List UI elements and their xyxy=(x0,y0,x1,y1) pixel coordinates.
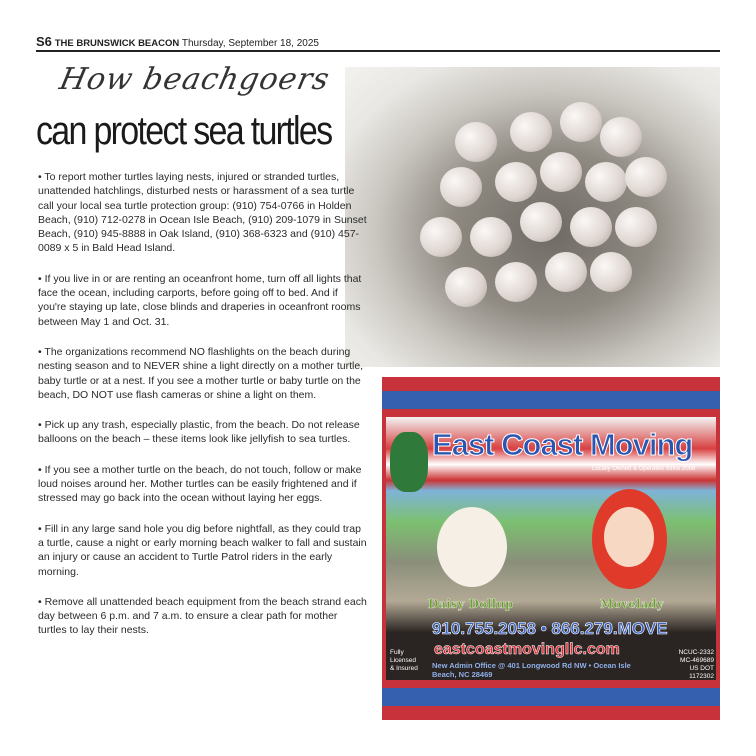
ad-phones: 910.755.2058 • 866.279.MOVE xyxy=(432,619,668,638)
ad-brand: East Coast Moving xyxy=(432,427,693,462)
ad-top-band xyxy=(382,391,720,409)
header-rule xyxy=(36,50,720,52)
paragraph: • The organizations recommend NO flashlights on the beach during nesting season and to NEVER shine a light directly on a mother turtle, baby turtle or at a nest. If you see a mother turtle or baby turtle on the beach, DO NOT use flash cameras or shine a light on them. xyxy=(38,345,364,401)
paragraph: • To report mother turtles laying nests, injured or stranded turtles, unattended hatchlings, disturbed nests or harassment of a sea turtle call your local sea turtle protection group: (910) 754-0766 in Holden Beach, (910) 712-0278 in Ocean Isle Beach, (910) 209-1079 in Sunset Beach, (910) 945-8888 in Oak Island, (910) 368-6323 and (910) 457-0089 x 5 in Bald Head Island. xyxy=(38,171,367,255)
woman-face xyxy=(604,507,654,567)
ad-address: New Admin Office @ 401 Longwood Rd NW • Ocean Isle Beach, NC 28469 xyxy=(432,661,631,679)
paragraph: • Fill in any large sand hole you dig before nightfall, as they could trap a turtle, cause a night or early morning beach walker to fall and sustain an injury or cause an accident to Turtle Patrol riders in the early morning. xyxy=(38,522,367,578)
page-number: S6 xyxy=(36,34,52,49)
article-body xyxy=(38,170,368,654)
page-header xyxy=(36,34,319,49)
publication-name: THE BRUNSWICK BEACON xyxy=(54,38,180,49)
ad-bottom-band xyxy=(382,688,720,706)
turtle-eggs-photo xyxy=(345,67,720,367)
issue-date: Thursday, September 18, 2025 xyxy=(181,38,319,49)
paragraph: • If you see a mother turtle on the beach, do not touch, follow or make loud noises around her. Mother turtles can be easily frightened and if stressed may go back into the ocean without laying her eggs. xyxy=(38,463,362,505)
company-logo-icon xyxy=(390,432,428,492)
dog-character xyxy=(437,507,507,587)
character-name-right: Movelady xyxy=(600,597,664,611)
paragraph: • Remove all unattended beach equipment from the beach strand each day between 6 p.m. and 7 a.m. to ensure a clear path for mother turtles to lay their nests. xyxy=(38,595,367,637)
ad-website[interactable]: eastcoastmovingllc.com xyxy=(434,641,620,658)
ad-licensed: Fully Licensed & Insured xyxy=(390,649,418,672)
east-coast-moving-ad xyxy=(382,377,720,720)
character-name-left: Daisy Dollup xyxy=(428,597,514,611)
ad-license-numbers: NCUC-2332 MC-469689 US DOT 1172302 xyxy=(678,649,714,680)
ad-tagline: Locally Owned & Operated Since 2008 xyxy=(592,466,696,472)
article-kicker: How beachgoers xyxy=(56,62,333,97)
article-title: can protect sea turtles xyxy=(36,109,332,153)
paragraph: • Pick up any trash, especially plastic, from the beach. Do not release balloons on the beach – these items look like jellyfish to sea turtles. xyxy=(38,419,360,446)
paragraph: • If you live in or are renting an oceanfront home, turn off all lights that face the ocean, including carports, before going off to bed. And if you're staying up late, close blinds and draperies in oceanfront rooms between May 1 and Oct. 31. xyxy=(38,272,362,328)
